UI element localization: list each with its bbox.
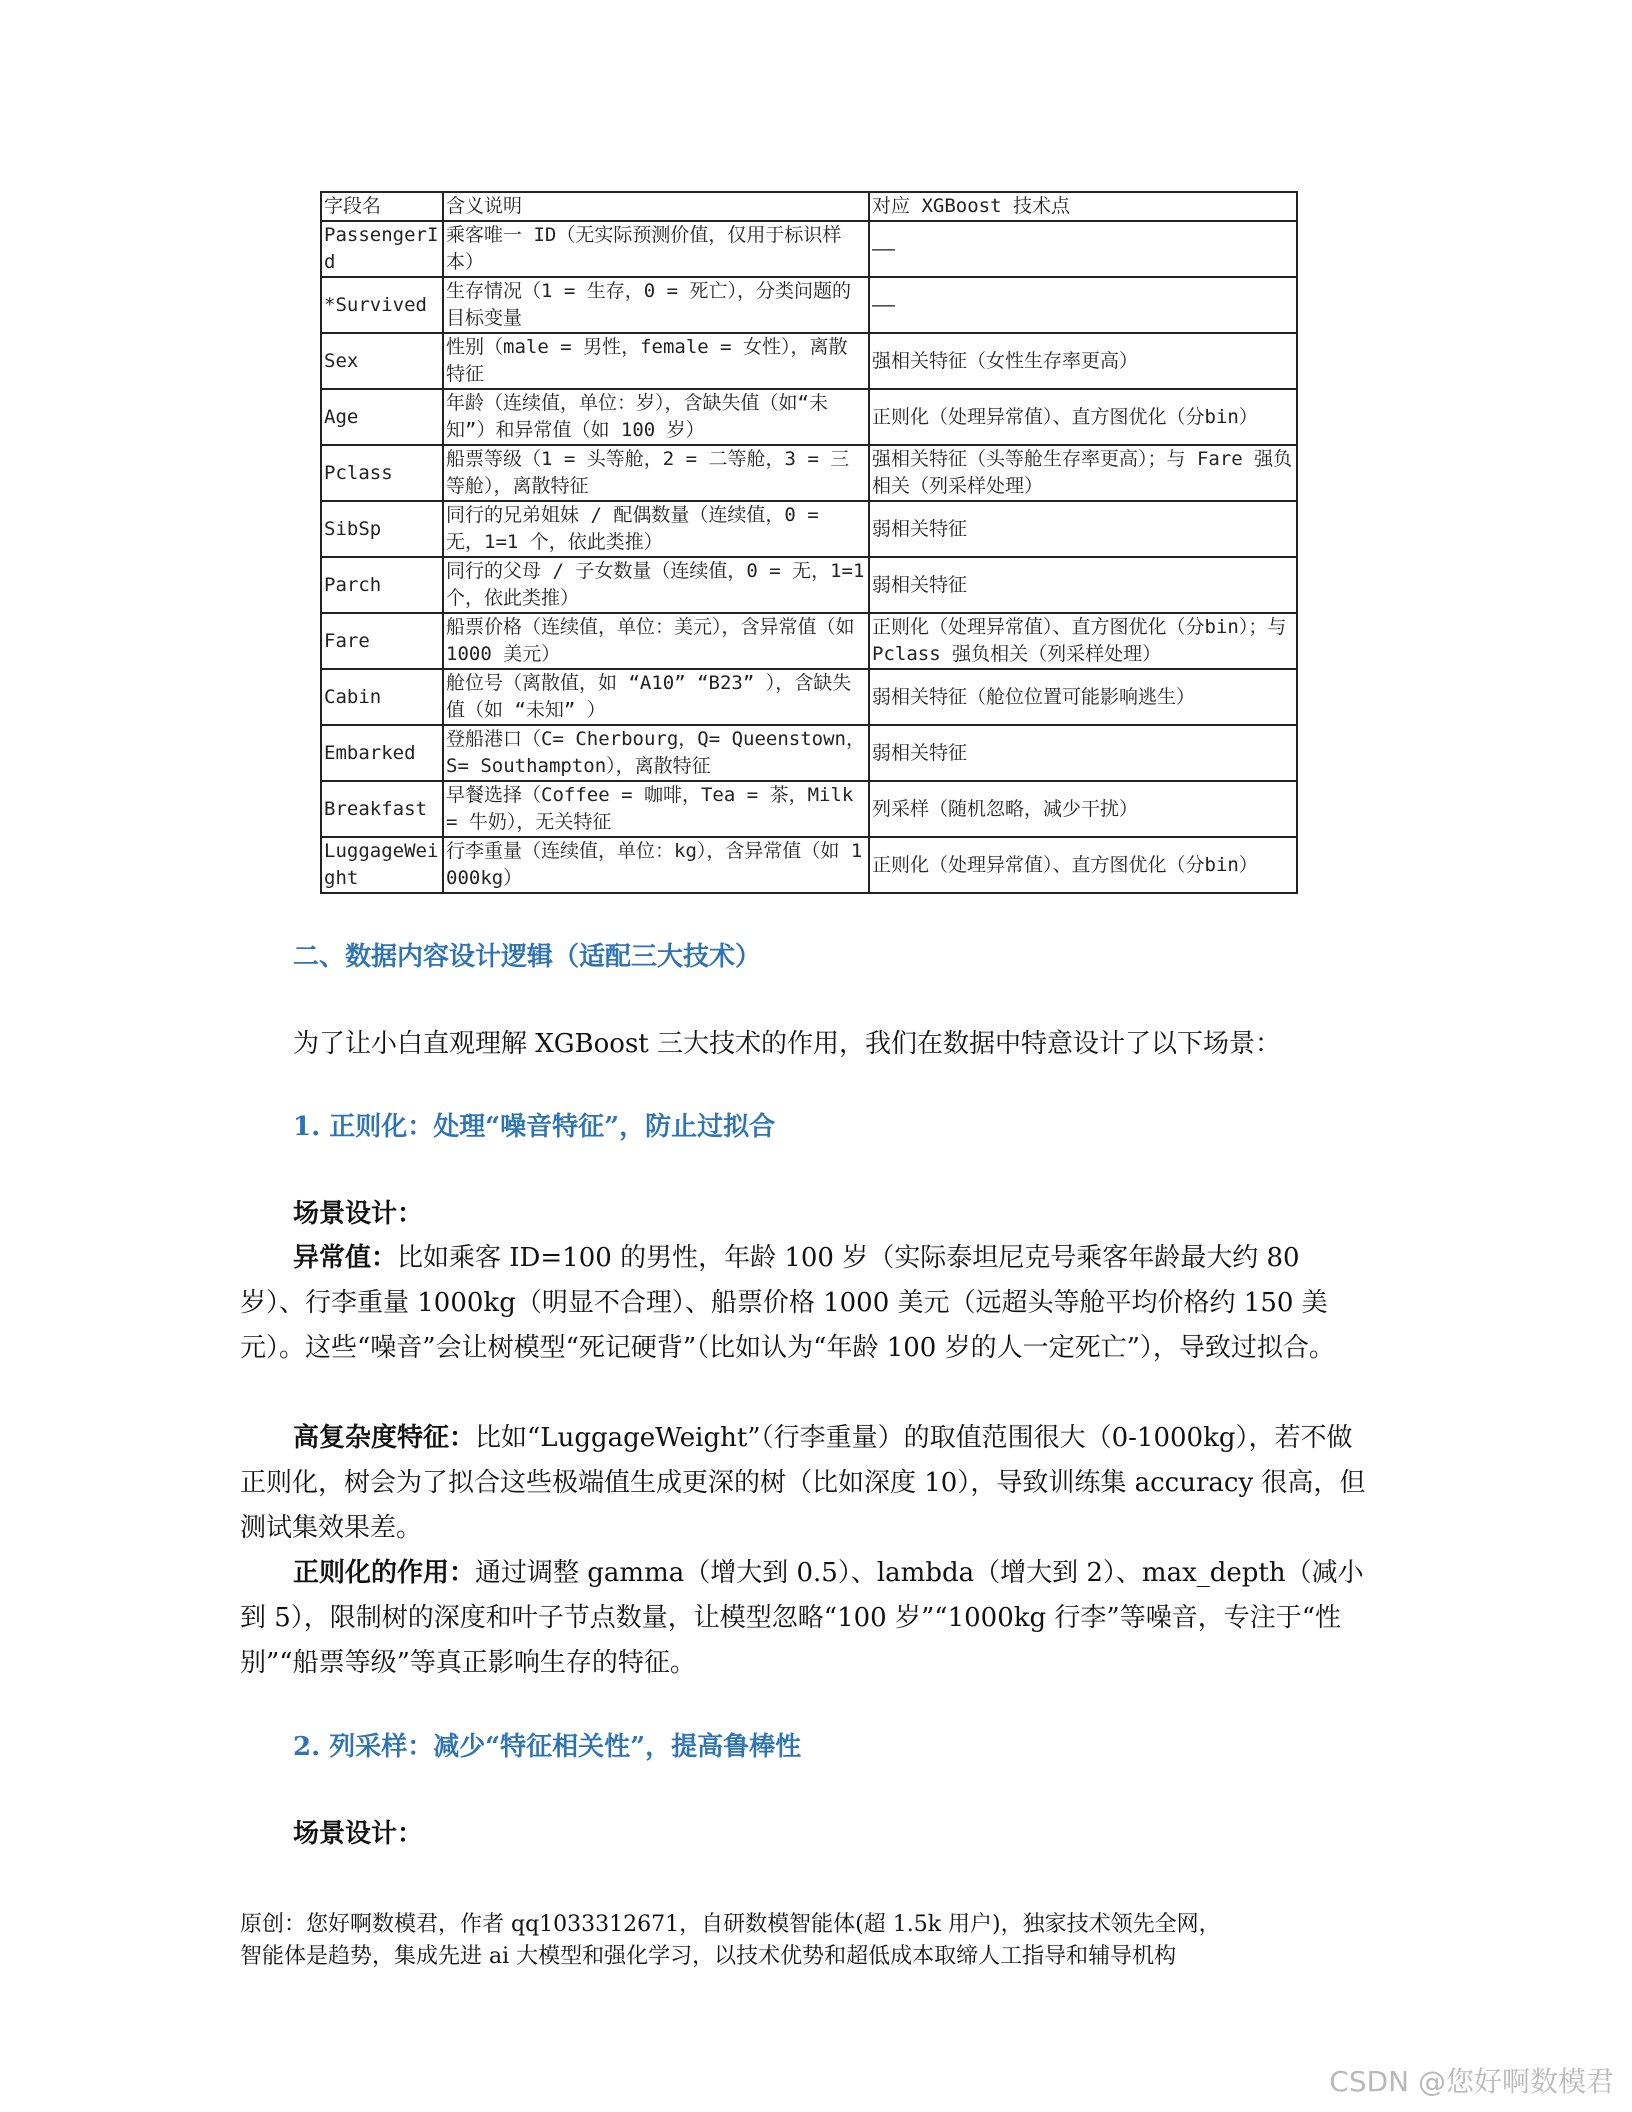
cell-tech: 弱相关特征 — [869, 501, 1297, 557]
header-field: 字段名 — [321, 192, 443, 221]
table-header-row — [321, 192, 1297, 221]
section-heading: 二、数据内容设计逻辑（适配三大技术） — [293, 942, 762, 972]
subheading-regularization: 1. 正则化：处理“噪音特征”，防止过拟合 — [293, 1112, 776, 1142]
scene-label-2: 场景设计： — [293, 1819, 424, 1849]
cell-field: Breakfast — [321, 781, 443, 837]
cell-tech: 强相关特征（女性生存率更高） — [869, 333, 1297, 389]
subheading-column-sampling: 2. 列采样：减少“特征相关性”，提高鲁棒性 — [293, 1732, 802, 1762]
cell-field: PassengerId — [321, 221, 443, 277]
table-row — [321, 445, 1297, 501]
table-row — [321, 277, 1297, 333]
cell-meaning: 生存情况（1 = 生存，0 = 死亡），分类问题的目标变量 — [443, 277, 869, 333]
cell-meaning: 年龄（连续值，单位：岁），含缺失值（如“未知”）和异常值（如 100 岁） — [443, 389, 869, 445]
table-body — [321, 221, 1297, 893]
outlier-text: 比如乘客 ID=100 的男性，年龄 100 岁（实际泰坦尼克号乘客年龄最大约 80 岁）、行李重量 1000kg（明显不合理）、船票价格 1000 美元（远超头等舱平均价格约 150 美元）。这些“噪音”会让树模型“死记硬背”（比如认为“年龄 100 岁的人一定死亡”），导致过拟合。 — [240, 1243, 1335, 1363]
effect-label: 正则化的作用： — [293, 1558, 476, 1588]
cell-field: SibSp — [321, 501, 443, 557]
cell-tech: 正则化（处理异常值）、直方图优化（分bin） — [869, 837, 1297, 893]
cell-field: Pclass — [321, 445, 443, 501]
table-row — [321, 781, 1297, 837]
header-tech: 对应 XGBoost 技术点 — [869, 192, 1297, 221]
table-row — [321, 669, 1297, 725]
cell-tech: 正则化（处理异常值）、直方图优化（分bin）；与 Pclass 强负相关（列采样处理） — [869, 613, 1297, 669]
footer-line-1: 原创：您好啊数模君，作者 qq1033312671，自研数模智能体(超 1.5k 用户)，独家技术领先全网， — [240, 1912, 1221, 1937]
cell-field: Fare — [321, 613, 443, 669]
cell-meaning: 性别（male = 男性，female = 女性），离散特征 — [443, 333, 869, 389]
table-row — [321, 333, 1297, 389]
cell-tech: —— — [869, 277, 1297, 333]
cell-tech: 弱相关特征 — [869, 725, 1297, 781]
cell-field: *Survived — [321, 277, 443, 333]
cell-tech: 列采样（随机忽略，减少干扰） — [869, 781, 1297, 837]
outlier-paragraph — [240, 1236, 1368, 1371]
cell-tech: 正则化（处理异常值）、直方图优化（分bin） — [869, 389, 1297, 445]
header-meaning: 含义说明 — [443, 192, 869, 221]
table-row — [321, 389, 1297, 445]
table-row — [321, 725, 1297, 781]
csdn-watermark: CSDN @您好啊数模君 — [1329, 2065, 1614, 2098]
cell-meaning: 船票价格（连续值，单位：美元），含异常值（如 1000 美元） — [443, 613, 869, 669]
cell-field: Cabin — [321, 669, 443, 725]
cell-tech: 强相关特征（头等舱生存率更高）；与 Fare 强负相关（列采样处理） — [869, 445, 1297, 501]
effect-paragraph — [240, 1551, 1368, 1686]
cell-meaning: 舱位号（离散值，如 “A10” “B23” ），含缺失值（如 “未知” ） — [443, 669, 869, 725]
footer-line-2: 智能体是趋势，集成先进 ai 大模型和强化学习，以技术优势和超低成本取缔人工指导和辅导机构 — [240, 1944, 1177, 1969]
cell-field: Parch — [321, 557, 443, 613]
cell-meaning: 船票等级（1 = 头等舱，2 = 二等舱，3 = 三等舱），离散特征 — [443, 445, 869, 501]
cell-meaning: 乘客唯一 ID（无实际预测价值，仅用于标识样本） — [443, 221, 869, 277]
cell-field: Age — [321, 389, 443, 445]
cell-meaning: 同行的兄弟姐妹 / 配偶数量（连续值，0 = 无，1=1 个，依此类推） — [443, 501, 869, 557]
table-row — [321, 221, 1297, 277]
complex-paragraph — [240, 1416, 1368, 1551]
effect-text: 通过调整 gamma（增大到 0.5）、lambda（增大到 2）、max_depth（减小到 5），限制树的深度和叶子节点数量，让模型忽略“100 岁”“1000kg 行李”等噪音，专注于“性别”“船票等级”等真正影响生存的特征。 — [240, 1558, 1364, 1678]
cell-meaning: 早餐选择（Coffee = 咖啡，Tea = 茶，Milk = 牛奶），无关特征 — [443, 781, 869, 837]
intro-paragraph: 为了让小白直观理解 XGBoost 三大技术的作用，我们在数据中特意设计了以下场景： — [293, 1029, 1282, 1059]
table-row — [321, 501, 1297, 557]
scene-label: 场景设计： — [293, 1199, 424, 1229]
cell-field: LuggageWeight — [321, 837, 443, 893]
cell-tech: 弱相关特征 — [869, 557, 1297, 613]
cell-tech: 弱相关特征（舱位位置可能影响逃生） — [869, 669, 1297, 725]
cell-field: Embarked — [321, 725, 443, 781]
field-table — [320, 191, 1298, 894]
cell-meaning: 登船港口（C= Cherbourg，Q= Queenstown，S= Southampton），离散特征 — [443, 725, 869, 781]
cell-field: Sex — [321, 333, 443, 389]
table-row — [321, 557, 1297, 613]
cell-tech: —— — [869, 221, 1297, 277]
cell-meaning: 行李重量（连续值，单位：kg），含异常值（如 1000kg） — [443, 837, 869, 893]
complex-text: 比如“LuggageWeight”（行李重量）的取值范围很大（0-1000kg），若不做正则化，树会为了拟合这些极端值生成更深的树（比如深度 10），导致训练集 accuracy 很高，但测试集效果差。 — [240, 1423, 1366, 1543]
cell-meaning: 同行的父母 / 子女数量（连续值，0 = 无，1=1 个，依此类推） — [443, 557, 869, 613]
table-row — [321, 837, 1297, 893]
table-row — [321, 613, 1297, 669]
outlier-label: 异常值： — [293, 1243, 398, 1273]
complex-label: 高复杂度特征： — [293, 1423, 476, 1453]
